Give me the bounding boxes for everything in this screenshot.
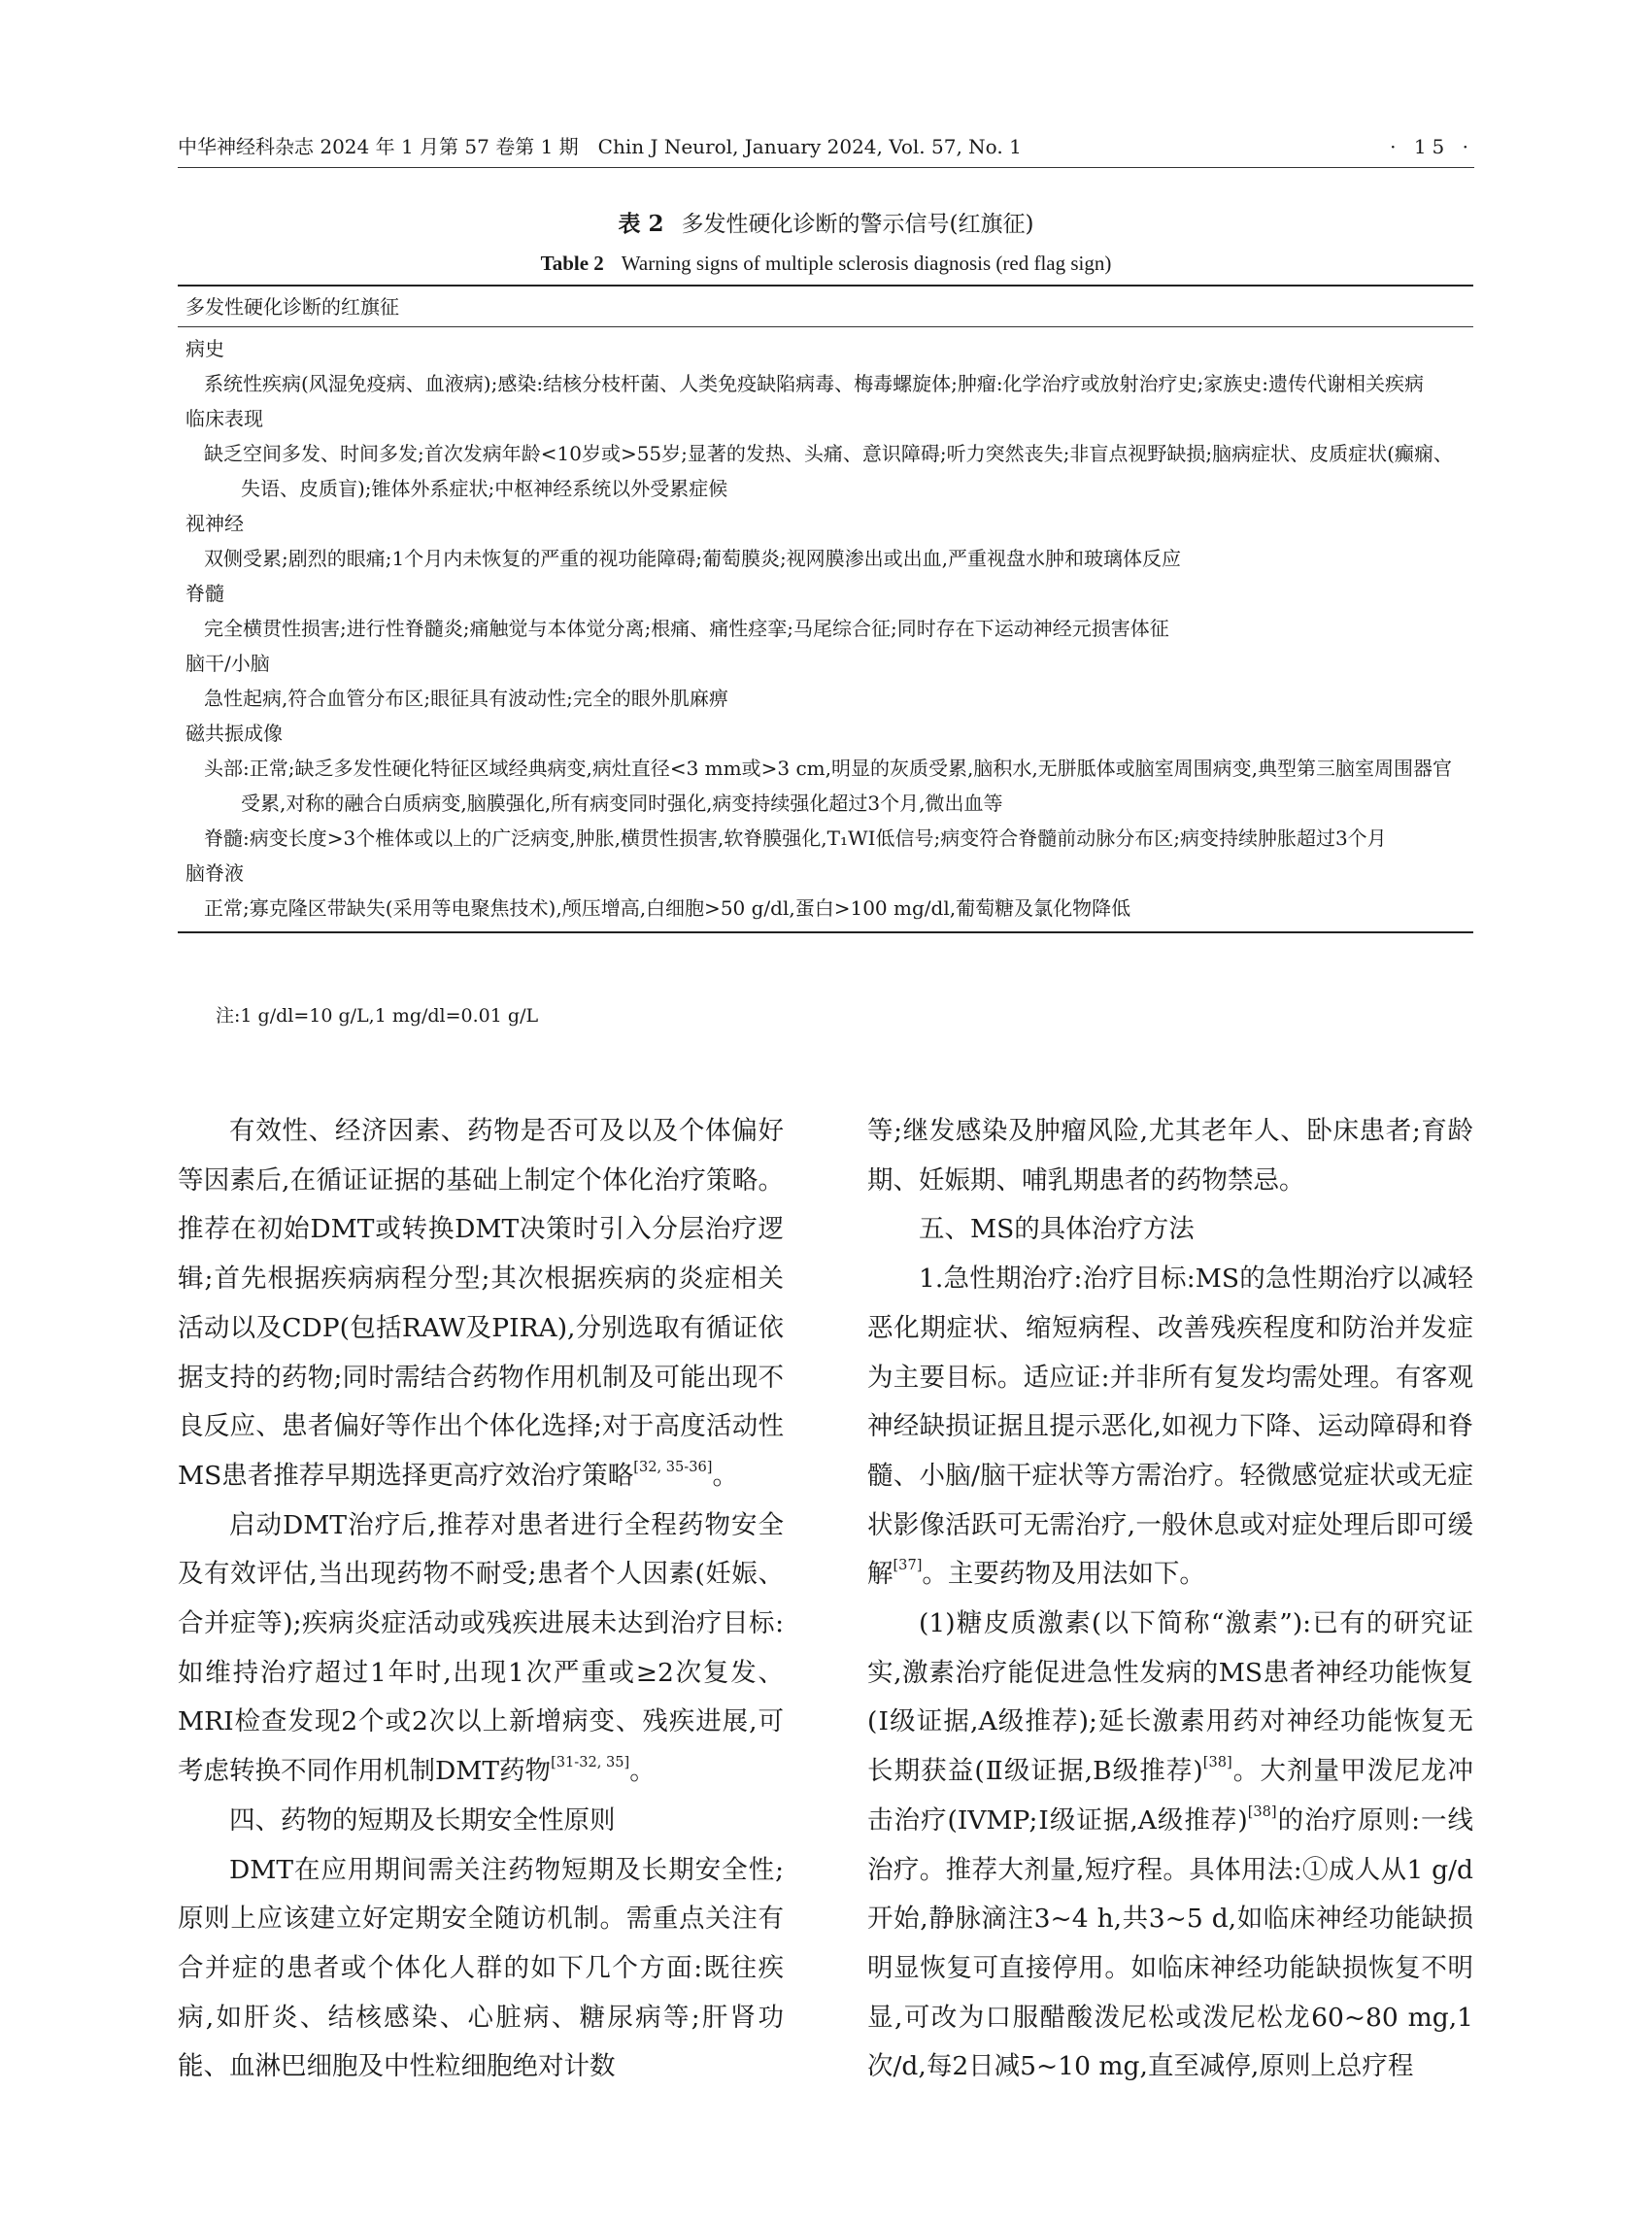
paragraph-text: 。主要药物及用法如下。	[922, 1559, 1205, 1590]
paragraph-text: 有效性、经济因素、药物是否可及以及个体偏好等因素后,在循证证据的基础上制定个体化治疗策略。推荐在初始DMT或转换DMT决策时引入分层治疗逻辑;首先根据疾病病程分型;其次根据疾病的炎症相关活动以及CDP(包括RAW及PIRA),分别选取有循证依据支持的药物;同时需结合药物作用机制及可能出现不良反应、患者偏好等作出个体化选择;对于高度活动性MS患者推荐早期选择更高疗效治疗策略	[178, 1116, 784, 1491]
body-paragraph	[178, 1107, 784, 1501]
table-section-title: 脑干/小脑	[185, 652, 270, 675]
header-rule	[178, 167, 1474, 168]
paragraph-text: 。大剂量甲泼尼龙冲击治疗(IVMP;Ⅰ级证据,A级推荐)	[867, 1756, 1474, 1836]
table-section-text	[178, 366, 1473, 401]
paragraph-text: 四、药物的短期及长期安全性原则	[229, 1804, 616, 1836]
table-caption-en	[0, 248, 1652, 279]
citation-ref: [38]	[1202, 1754, 1232, 1771]
table-section-line: 头部:正常;缺乏多发性硬化特征区域经典病变,病灶直径<3 mm或>3 cm,明显的灰质受累,脑积水,无胼胝体或脑室周围病变,典型第三脑室周围器官受累,对称的融合白质病变,脑膜强化,所有病变同时强化,病变持续强化超过3个月,微出血等	[204, 757, 1453, 815]
running-head	[178, 132, 1474, 161]
table-section-title: 病史	[185, 337, 224, 360]
table-title-cn: 多发性硬化诊断的警示信号(红旗征)	[681, 212, 1034, 237]
table-section-line: 系统性疾病(风湿免疫病、血液病);感染:结核分枝杆菌、人类免疫缺陷病毒、梅毒螺旋体;肿瘤:化学治疗或放射治疗史;家族史:遗传代谢相关疾病	[204, 372, 1425, 395]
paragraph-text: 的治疗原则:一线治疗。推荐大剂量,短疗程。具体用法:①成人从1 g/d开始,静脉滴注3~4 h,共3~5 d,如临床神经功能缺损明显恢复可直接停用。如临床神经功能缺损恢复不明显,可改为口服醋酸泼尼松或泼尼松龙60~80 mg,1次/d,每2日减5~10 mg,直至减停,原则上总疗程	[867, 1804, 1473, 2082]
body-paragraph	[867, 1600, 1473, 2092]
body-paragraph	[867, 1107, 1473, 1205]
paragraph-text: 1.急性期治疗:治疗目标:MS的急性期治疗以减轻恶化期症状、缩短病程、改善残疾程度和防治并发症为主要目标。适应证:并非所有复发均需处理。有客观神经缺损证据且提示恶化,如视力下降、运动障碍和脊髓、小脑/脑干症状等方需治疗。轻微感觉症状或无症状影像活跃可无需治疗,一般休息或对症处理后即可缓解	[867, 1264, 1473, 1590]
table-section-title: 临床表现	[185, 407, 263, 430]
table-section-title: 磁共振成像	[185, 722, 283, 745]
table-note: 注:1 g/dl=10 g/L,1 mg/dl=0.01 g/L	[216, 1005, 539, 1027]
paragraph-text: 启动DMT治疗后,推荐对患者进行全程药物安全及有效评估,当出现药物不耐受;患者个人因素(妊娠、合并症等);疾病炎症活动或残疾进展未达到治疗目标:如维持治疗超过1年时,出现1次严重或≥2次复发、MRI检查发现2个或2次以上新增病变、残疾进展,可考虑转换不同作用机制DMT药物	[178, 1509, 784, 1787]
body-paragraph	[178, 1846, 784, 2093]
table-title-en: Warning signs of multiple sclerosis diagnosis (red flag sign)	[621, 252, 1112, 275]
table-section-line: 脊髓:病变长度>3个椎体或以上的广泛病变,肿胀,横贯性损害,软脊膜强化,T₁WI低信号;病变符合脊髓前动脉分布区;病变持续肿胀超过3个月	[204, 826, 1387, 850]
table-bottom-rule	[178, 931, 1473, 933]
citation-ref: [31-32, 35]	[551, 1754, 630, 1771]
table-section-line: 急性起病,符合血管分布区;眼征具有波动性;完全的眼外肌麻痹	[204, 687, 728, 710]
table-section-line: 完全横贯性损害;进行性脊髓炎;痛触觉与本体觉分离;根痛、痛性痉挛;马尾综合征;同时存在下运动神经元损害体征	[204, 617, 1169, 640]
journal-citation: 中华神经科杂志 2024 年 1 月第 57 卷第 1 期 Chin J Neurol, January 2024, Vol. 57, No. 1	[178, 135, 1022, 158]
table-label-en: Table 2	[540, 252, 604, 275]
paragraph-text: DMT在应用期间需关注药物短期及长期安全性;原则上应该建立好定期安全随访机制。需重点关注有合并症的患者或个体化人群的如下几个方面:既往疾病,如肝炎、结核感染、心脏病、糖尿病等;肝肾功能、血淋巴细胞及中性粒细胞绝对计数	[178, 1854, 784, 2082]
right-column	[867, 1107, 1473, 2092]
left-column	[178, 1107, 784, 2092]
table-body	[178, 327, 1473, 931]
table-section-text	[178, 681, 1473, 716]
body-paragraph	[178, 1797, 784, 1846]
paragraph-text: (1)糖皮质激素(以下简称“激素”):已有的研究证实,激素治疗能促进急性发病的MS患者神经功能恢复(Ⅰ级证据,A级推荐);延长激素用药对神经功能恢复无长期获益(Ⅱ级证据,B级推荐)	[867, 1608, 1473, 1787]
table-section-line: 双侧受累;剧烈的眼痛;1个月内未恢复的严重的视功能障碍;葡萄膜炎;视网膜渗出或出血,严重视盘水肿和玻璃体反应	[204, 547, 1182, 570]
table-caption-cn	[0, 208, 1652, 241]
paragraph-text: 等;继发感染及肿瘤风险,尤其老年人、卧床患者;育龄期、妊娠期、哺乳期患者的药物禁忌。	[867, 1116, 1473, 1196]
citation-ref: [37]	[893, 1557, 923, 1574]
table-section-title: 脊髓	[185, 582, 224, 605]
table-section-title: 视神经	[185, 512, 244, 535]
table-section-text	[178, 751, 1473, 856]
citation-ref: [38]	[1247, 1803, 1277, 1820]
table-section-title: 脑脊液	[185, 861, 244, 885]
table-section-line: 缺乏空间多发、时间多发;首次发病年龄<10岁或>55岁;显著的发热、头痛、意识障碍;听力突然丧失;非盲点视野缺损;脑病症状、皮质症状(癫痫、失语、皮质盲);锥体外系症状;中枢神经系统以外受累症候	[204, 442, 1453, 500]
table-label-cn: 表 2	[618, 211, 664, 237]
table-section-text	[178, 891, 1473, 926]
paragraph-text: 。	[629, 1756, 656, 1787]
body-paragraph	[867, 1205, 1473, 1255]
table-column-header: 多发性硬化诊断的红旗征	[185, 295, 399, 319]
paragraph-text: 五、MS的具体治疗方法	[919, 1214, 1195, 1245]
body-paragraph	[867, 1255, 1473, 1600]
page-number: · 15 ·	[1390, 135, 1474, 158]
citation-ref: [32, 35-36]	[633, 1458, 713, 1475]
red-flag-table	[178, 285, 1473, 933]
table-section-text	[178, 611, 1473, 646]
table-section-line: 正常;寡克隆区带缺失(采用等电聚焦技术),颅压增高,白细胞>50 g/dl,蛋白>100 mg/dl,葡萄糖及氯化物降低	[204, 896, 1131, 920]
paragraph-text: 。	[712, 1460, 738, 1491]
table-section-text	[178, 541, 1473, 576]
table-section-text	[178, 436, 1473, 506]
body-paragraph	[178, 1501, 784, 1797]
